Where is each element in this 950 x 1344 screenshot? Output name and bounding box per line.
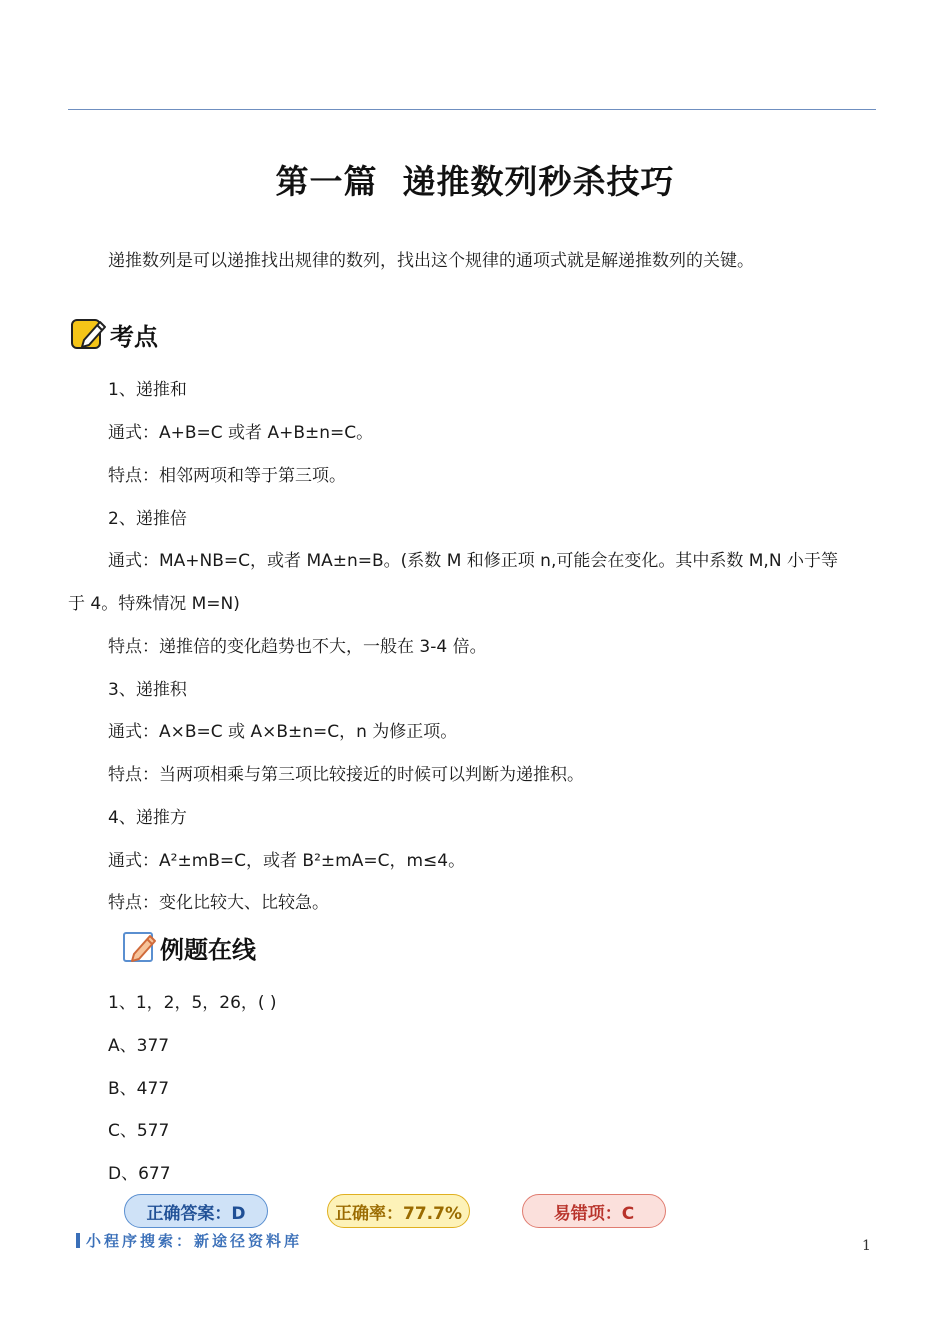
section-example — [122, 929, 256, 965]
option-c: C、577 — [108, 1121, 170, 1141]
point-4-feature: 特点：变化比较大、比较急。 — [108, 893, 329, 913]
point-1-formula: 通式：A+B=C 或者 A+B±n=C。 — [108, 423, 374, 443]
footer-brand — [76, 1230, 302, 1251]
section-label: 考点 — [110, 322, 158, 351]
footer-brand-text: 小程序搜索：新途径资料库 — [86, 1232, 303, 1250]
point-3-feature: 特点：当两项相乘与第三项比较接近的时候可以判断为递推积。 — [108, 765, 584, 785]
edit-pencil-icon — [122, 929, 158, 965]
option-b: B、477 — [108, 1079, 170, 1099]
correct-answer-badge: 正确答案：D — [124, 1194, 268, 1228]
point-3-title: 3、递推积 — [108, 680, 187, 700]
point-2-feature: 特点：递推倍的变化趋势也不大，一般在 3-4 倍。 — [108, 637, 487, 657]
common-mistake-badge: 易错项：C — [522, 1194, 666, 1228]
edit-pencil-icon — [70, 316, 108, 352]
point-4-formula: 通式：A²±mB=C，或者 B²±mA=C，m≤4。 — [108, 851, 466, 871]
header-rule — [68, 109, 876, 110]
question-stem: 1、1，2，5，26，( ) — [108, 993, 277, 1013]
section-kaodian — [70, 316, 158, 352]
intro-paragraph: 递推数列是可以递推找出规律的数列，找出这个规律的通项式就是解递推数列的关键。 — [108, 251, 754, 271]
section-label: 例题在线 — [160, 935, 256, 964]
page-number: 1 — [862, 1238, 871, 1254]
page-title: 第一篇 递推数列秒杀技巧 — [275, 162, 675, 201]
point-1-feature: 特点：相邻两项和等于第三项。 — [108, 466, 346, 486]
option-a: A、377 — [108, 1036, 170, 1056]
point-2-formula-line2: 于 4。特殊情况 M=N) — [68, 594, 240, 614]
point-1-title: 1、递推和 — [108, 380, 187, 400]
point-4-title: 4、递推方 — [108, 808, 187, 828]
point-3-formula: 通式：A×B=C 或 A×B±n=C，n 为修正项。 — [108, 722, 458, 742]
point-2-title: 2、递推倍 — [108, 509, 187, 529]
point-2-formula-line1: 通式：MA+NB=C，或者 MA±n=B。(系数 M 和修正项 n,可能会在变化。其中系数 M,N 小于等 — [108, 551, 838, 571]
accuracy-rate-badge: 正确率：77.7% — [327, 1194, 470, 1228]
option-d: D、677 — [108, 1164, 171, 1184]
brand-bar-icon — [76, 1233, 80, 1248]
